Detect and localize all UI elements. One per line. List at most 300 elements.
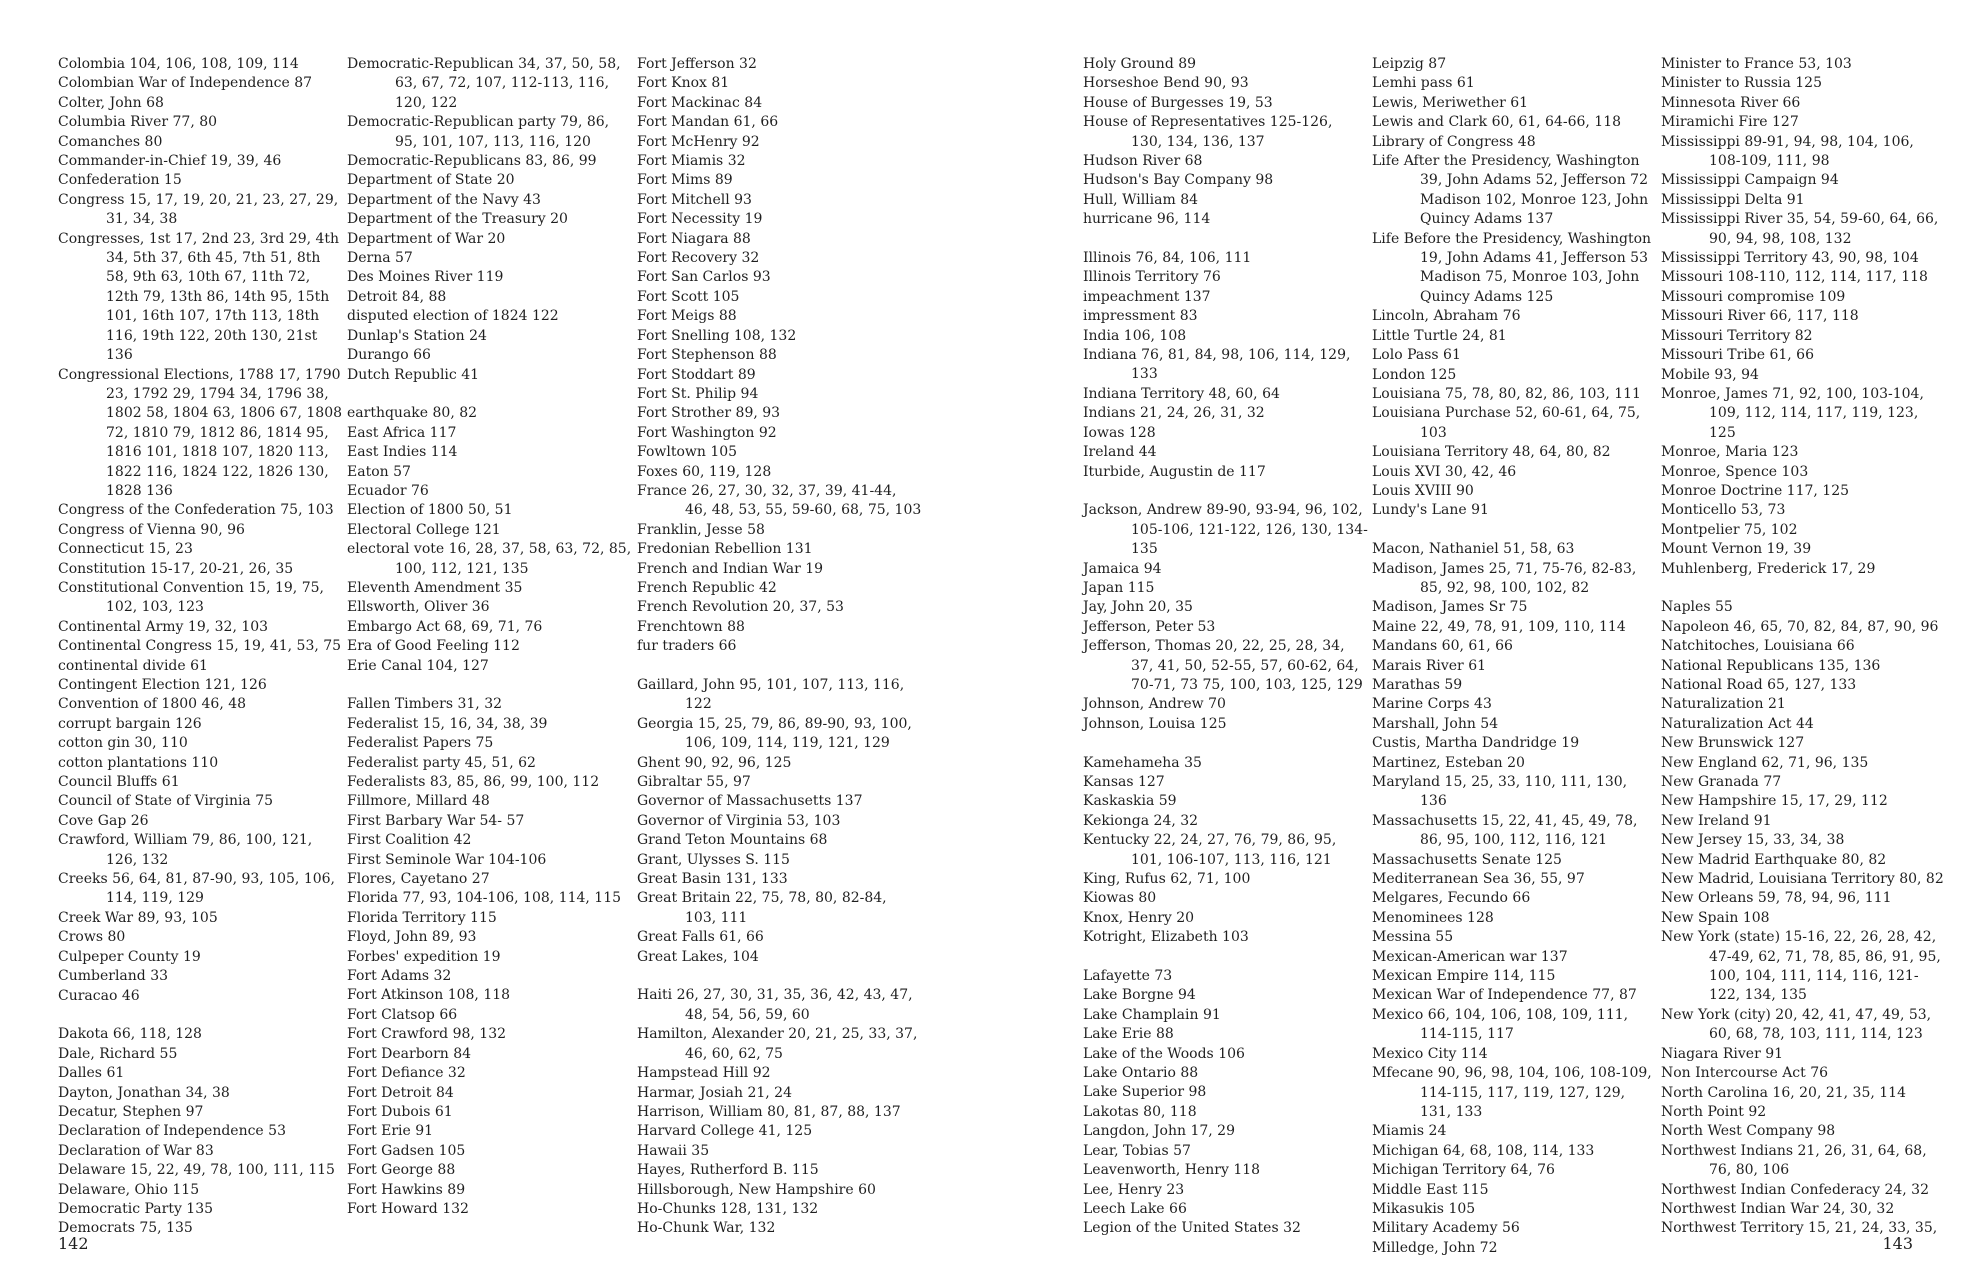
index-entry: Lakotas 80, 118 — [1083, 1103, 1197, 1120]
index-entry: Columbia River 77, 80 — [58, 114, 218, 131]
index-entry: Federalists 83, 85, 86, 99, 100, 112 — [347, 774, 600, 790]
index-entry: New Orleans 59, 78, 94, 96, 111 — [1661, 890, 1892, 907]
index-entry: Japan 115 — [1083, 579, 1155, 596]
index-entry: Great Lakes, 104 — [637, 948, 759, 965]
index-entry: New York (city) 20, 42, 41, 47, 49, 53, 60, 68, 78, 103, 111, 114, 123 — [1661, 1006, 1932, 1043]
index-entry: Lear, Tobias 57 — [1083, 1142, 1191, 1159]
index-entry: Martinez, Esteban 20 — [1372, 754, 1525, 771]
index-entry: Democrats 75, 135 — [58, 1220, 193, 1237]
index-entry: Leipzig 87 — [1372, 56, 1447, 72]
index-entry: Louisiana Purchase 52, 60-61, 64, 75, 103 — [1372, 405, 1641, 441]
index-entry: Harvard College 41, 125 — [637, 1123, 813, 1140]
index-entry: Democratic Party 135 — [58, 1200, 214, 1217]
index-entry: Northwest Territory 15, 21, 24, 33, 35, — [1661, 1220, 1938, 1237]
index-entry: Crawford, William 79, 86, 100, 121, 126, 132 — [58, 832, 313, 868]
index-entry: Melgares, Fecundo 66 — [1372, 890, 1531, 907]
index-entry: Mississippi Campaign 94 — [1661, 172, 1839, 189]
index-entry: New Madrid, Louisiana Territory 80, 82 — [1661, 871, 1944, 888]
index-entry: Holy Ground 89 — [1083, 56, 1197, 72]
index-entry: Indiana 76, 81, 84, 98, 106, 114, 129, 133 — [1083, 347, 1351, 383]
index-section-gap — [347, 385, 632, 404]
index-entry: Legion of the United States 32 — [1083, 1220, 1301, 1237]
index-entry: Great Basin 131, 133 — [637, 871, 788, 888]
index-entry: New York (state) 15-16, 22, 26, 28, 42, 47-49, 62, 71, 78, 85, 86, 91, 95, 100, 104, 111, 114, 116, 121-122, 134, 135 — [1661, 929, 1941, 1004]
index-entry: Military Academy 56 — [1372, 1220, 1520, 1237]
index-entry: Council Bluffs 61 — [58, 774, 180, 791]
index-entry: Lake of the Woods 106 — [1083, 1045, 1245, 1062]
index-entry: France 26, 27, 30, 32, 37, 39, 41-44, 46, 48, 53, 55, 59-60, 68, 75, 103 — [637, 482, 922, 519]
index-entry: Fredonian Rebellion 131 — [637, 541, 813, 558]
index-entry: Hull, William 84 — [1083, 191, 1199, 208]
index-entry: Fort Detroit 84 — [347, 1084, 454, 1101]
index-column-4 — [1083, 55, 1368, 1239]
index-entry: Minister to Russia 125 — [1661, 75, 1822, 92]
index-entry: Michigan 64, 68, 108, 114, 133 — [1372, 1142, 1595, 1159]
index-entry: Leech Lake 66 — [1083, 1200, 1187, 1217]
index-entry: Forbes' expedition 19 — [347, 948, 501, 965]
index-entry: Ho-Chunk War, 132 — [637, 1220, 776, 1237]
index-entry: Lemhi pass 61 — [1372, 75, 1475, 92]
index-entry: Little Turtle 24, 81 — [1372, 327, 1507, 344]
index-entry: Monroe Doctrine 117, 125 — [1661, 482, 1850, 499]
index-entry: Georgia 15, 25, 79, 86, 89-90, 93, 100, 106, 109, 114, 119, 121, 129 — [637, 715, 912, 752]
index-entry: French Republic 42 — [637, 579, 777, 596]
index-entry: Florida Territory 115 — [347, 909, 497, 926]
index-entry: electoral vote 16, 28, 37, 58, 63, 72, 85, 100, 112, 121, 135 — [347, 541, 632, 577]
index-entry: Flores, Cayetano 27 — [347, 871, 490, 888]
index-entry: Hudson's Bay Company 98 — [1083, 172, 1274, 189]
index-entry: Des Moines River 119 — [347, 269, 504, 286]
index-entry: Fort St. Philip 94 — [637, 385, 759, 402]
index-entry: Democratic-Republican 34, 37, 50, 58, 63, 67, 72, 107, 112-113, 116, 120, 122 — [347, 56, 621, 111]
index-entry: Monroe, James 71, 92, 100, 103-104, 109, 112, 114, 117, 119, 123, 125 — [1661, 385, 1924, 441]
index-entry: Kekionga 24, 32 — [1083, 812, 1199, 829]
index-column-1 — [58, 55, 343, 1239]
index-entry: Lake Ontario 88 — [1083, 1065, 1199, 1082]
index-entry: Comanches 80 — [58, 133, 163, 150]
index-entry: Continental Congress 15, 19, 41, 53, 75 — [58, 638, 342, 655]
index-entry: Delaware 15, 22, 49, 78, 100, 111, 115 — [58, 1162, 335, 1179]
index-entry: Lundy's Lane 91 — [1372, 502, 1489, 519]
index-entry: Fort Mitchell 93 — [637, 191, 752, 208]
index-entry: North Carolina 16, 20, 21, 35, 114 — [1661, 1084, 1906, 1101]
index-entry: Kansas 127 — [1083, 773, 1165, 790]
index-entry: Creeks 56, 64, 81, 87-90, 93, 105, 106, 114, 119, 129 — [58, 871, 336, 907]
index-column-5 — [1372, 55, 1657, 1258]
index-entry: Dalles 61 — [58, 1065, 125, 1082]
index-entry: disputed election of 1824 122 — [347, 308, 559, 325]
index-entry: Eaton 57 — [347, 463, 411, 480]
index-entry: Cumberland 33 — [58, 968, 169, 985]
index-entry: Mediterranean Sea 36, 55, 97 — [1372, 871, 1585, 888]
index-entry: Fort Miamis 32 — [637, 153, 746, 170]
index-entry: Floyd, John 89, 93 — [347, 929, 477, 946]
index-entry: Harrison, William 80, 81, 87, 88, 137 — [637, 1103, 901, 1120]
index-entry: Massachusetts Senate 125 — [1372, 851, 1562, 868]
index-entry: Crows 80 — [58, 929, 126, 946]
index-entry: Department of State 20 — [347, 172, 515, 189]
index-entry: Fort Knox 81 — [637, 75, 730, 92]
index-entry: Mexican Empire 114, 115 — [1372, 968, 1556, 985]
index-entry: Montpelier 75, 102 — [1661, 521, 1798, 538]
index-entry: earthquake 80, 82 — [347, 405, 478, 422]
index-entry: East Africa 117 — [347, 424, 457, 441]
index-entry: New Ireland 91 — [1661, 812, 1772, 829]
index-entry: Grant, Ulysses S. 115 — [637, 851, 790, 868]
index-entry: King, Rufus 62, 71, 100 — [1083, 871, 1251, 888]
index-entry: Napoleon 46, 65, 70, 82, 84, 87, 90, 96 — [1661, 618, 1939, 635]
index-entry: Congress 15, 17, 19, 20, 21, 23, 27, 29, 31, 34, 38 — [58, 191, 339, 228]
index-entry: Northwest Indian War 24, 30, 32 — [1661, 1200, 1895, 1217]
index-entry: Congress of the Confederation 75, 103 — [58, 502, 334, 519]
index-entry: Fort McHenry 92 — [637, 133, 760, 150]
index-entry: Naturalization 21 — [1661, 696, 1786, 713]
index-entry: Democratic-Republicans 83, 86, 99 — [347, 153, 597, 170]
index-entry: Federalist 15, 16, 34, 38, 39 — [347, 715, 548, 732]
index-entry: Horseshoe Bend 90, 93 — [1083, 75, 1249, 92]
index-entry: Eleventh Amendment 35 — [347, 579, 523, 596]
index-entry: Durango 66 — [347, 347, 431, 364]
index-entry: Fort Gadsen 105 — [347, 1142, 466, 1159]
index-entry: Fort Mackinac 84 — [637, 94, 763, 111]
index-entry: Fort Stephenson 88 — [637, 347, 777, 364]
index-entry: Declaration of War 83 — [58, 1142, 214, 1159]
index-entry: Mikasukis 105 — [1372, 1200, 1476, 1217]
index-entry: Gaillard, John 95, 101, 107, 113, 116, 122 — [637, 676, 905, 713]
index-entry: Massachusetts 15, 22, 41, 45, 49, 78, 86, 95, 100, 112, 116, 121 — [1372, 812, 1638, 849]
index-entry: Connecticut 15, 23 — [58, 541, 193, 558]
index-section-gap — [1083, 948, 1368, 967]
index-entry: New Hampshire 15, 17, 29, 112 — [1661, 793, 1888, 810]
index-entry: Mississippi 89-91, 94, 98, 104, 106, 108-109, 111, 98 — [1661, 133, 1914, 170]
index-entry: Fort Adams 32 — [347, 968, 452, 985]
index-entry: Federalist Papers 75 — [347, 735, 494, 752]
index-entry: Mexican War of Independence 77, 87 — [1372, 987, 1637, 1004]
index-entry: Culpeper County 19 — [58, 948, 201, 965]
index-section-gap — [1083, 734, 1368, 753]
index-entry: North West Company 98 — [1661, 1123, 1836, 1140]
index-entry: Mexico 66, 104, 106, 108, 109, 111, 114-115, 117 — [1372, 1006, 1629, 1043]
index-entry: continental divide 61 — [58, 657, 208, 674]
index-entry: Johnson, Andrew 70 — [1083, 696, 1226, 713]
index-entry: Dunlap's Station 24 — [347, 327, 487, 344]
index-entry: Kiowas 80 — [1083, 890, 1157, 907]
index-section-gap — [1083, 230, 1368, 249]
index-entry: Lake Superior 98 — [1083, 1084, 1207, 1101]
index-entry: Florida 77, 93, 104-106, 108, 114, 115 — [347, 890, 622, 907]
index-entry: Kentucky 22, 24, 27, 76, 79, 86, 95, 101, 106-107, 113, 116, 121 — [1083, 832, 1337, 868]
index-entry: Lolo Pass 61 — [1372, 347, 1461, 364]
index-entry: Congresses, 1st 17, 2nd 23, 3rd 29, 4th 34, 5th 37, 6th 45, 7th 51, 8th 58, 9th 63, 10th 67, 11th 72, 12th 79, 13th 86, 14th 95, 15th 101, 16th 107, 17th 113, 18th 116, 19th 122, 20th 130, 21st 136 — [58, 230, 340, 364]
index-entry: Decatur, Stephen 97 — [58, 1103, 204, 1120]
index-entry: Dale, Richard 55 — [58, 1045, 178, 1062]
index-entry: Governor of Virginia 53, 103 — [637, 812, 841, 829]
index-entry: Fort Niagara 88 — [637, 230, 751, 247]
index-entry: hurricane 96, 114 — [1083, 211, 1211, 228]
index-entry: Convention of 1800 46, 48 — [58, 696, 247, 713]
index-entry: Constitutional Convention 15, 19, 75, 102, 103, 123 — [58, 579, 324, 616]
index-entry: Monroe, Maria 123 — [1661, 444, 1799, 461]
index-entry: House of Representatives 125-126, 130, 134, 136, 137 — [1083, 114, 1333, 150]
index-entry: Louisiana Territory 48, 64, 80, 82 — [1372, 444, 1611, 461]
index-entry: Monroe, Spence 103 — [1661, 463, 1809, 480]
index-section-gap — [637, 657, 922, 676]
index-entry: Lake Erie 88 — [1083, 1026, 1174, 1043]
index-entry: Frenchtown 88 — [637, 618, 745, 635]
index-entry: Louis XVI 30, 42, 46 — [1372, 463, 1517, 480]
index-entry: Library of Congress 48 — [1372, 133, 1536, 150]
index-entry: Fowltown 105 — [637, 444, 738, 461]
index-entry: Fort Meigs 88 — [637, 308, 737, 325]
index-entry: Fort George 88 — [347, 1162, 456, 1179]
index-entry: London 125 — [1372, 366, 1457, 383]
index-entry: Mount Vernon 19, 39 — [1661, 541, 1812, 558]
index-entry: Muhlenberg, Frederick 17, 29 — [1661, 560, 1876, 577]
index-entry: Department of the Navy 43 — [347, 191, 541, 208]
index-entry: National Republicans 135, 136 — [1661, 657, 1881, 674]
index-entry: Michigan Territory 64, 76 — [1372, 1162, 1555, 1179]
index-entry: Kaskaskia 59 — [1083, 793, 1177, 810]
index-entry: Mexico City 114 — [1372, 1045, 1488, 1062]
index-entry: Mexican-American war 137 — [1372, 948, 1568, 965]
index-entry: Election of 1800 50, 51 — [347, 502, 513, 519]
index-entry: Erie Canal 104, 127 — [347, 657, 489, 674]
index-entry: Fort Snelling 108, 132 — [637, 327, 797, 344]
index-entry: New Spain 108 — [1661, 909, 1770, 926]
index-entry: Lee, Henry 23 — [1083, 1181, 1185, 1198]
index-entry: Mobile 93, 94 — [1661, 366, 1759, 383]
index-column-2 — [347, 55, 632, 1219]
index-entry: Federalist party 45, 51, 62 — [347, 754, 536, 771]
index-entry: Delaware, Ohio 115 — [58, 1181, 200, 1198]
index-entry: Council of State of Virginia 75 — [58, 793, 274, 810]
index-entry: Fort Atkinson 108, 118 — [347, 987, 511, 1004]
index-entry: cotton plantations 110 — [58, 754, 219, 771]
index-entry: Knox, Henry 20 — [1083, 909, 1195, 926]
index-entry: Fort Strother 89, 93 — [637, 405, 781, 422]
index-entry: cotton gin 30, 110 — [58, 735, 188, 752]
index-entry: New Granada 77 — [1661, 774, 1782, 791]
page-number-left: 142 — [58, 1234, 89, 1253]
index-section-gap — [1083, 482, 1368, 501]
index-entry: Mississippi Delta 91 — [1661, 191, 1805, 208]
index-entry: Fort Recovery 32 — [637, 250, 760, 267]
index-entry: Illinois Territory 76 — [1083, 269, 1221, 286]
index-entry: Mfecane 90, 96, 98, 104, 106, 108-109, 114-115, 117, 119, 127, 129, 131, 133 — [1372, 1065, 1652, 1120]
index-entry: Ecuador 76 — [347, 482, 429, 499]
index-entry: Non Intercourse Act 76 — [1661, 1065, 1829, 1082]
index-section-gap — [1661, 579, 1946, 598]
index-entry: Jackson, Andrew 89-90, 93-94, 96, 102, 105-106, 121-122, 126, 130, 134-135 — [1083, 502, 1368, 558]
index-entry: Confederation 15 — [58, 172, 182, 189]
index-entry: Fallen Timbers 31, 32 — [347, 696, 503, 713]
index-entry: Democratic-Republican party 79, 86, 95, 101, 107, 113, 116, 120 — [347, 114, 610, 150]
index-entry: Commander-in-Chief 19, 39, 46 — [58, 153, 282, 170]
index-entry: New Madrid Earthquake 80, 82 — [1661, 851, 1887, 868]
index-entry: Messina 55 — [1372, 929, 1454, 946]
index-entry: Great Britain 22, 75, 78, 80, 82-84, 103, 111 — [637, 890, 887, 926]
index-entry: Lafayette 73 — [1083, 968, 1173, 985]
index-entry: Ellsworth, Oliver 36 — [347, 599, 490, 616]
index-entry: Hampstead Hill 92 — [637, 1065, 771, 1082]
index-entry: India 106, 108 — [1083, 327, 1187, 344]
index-column-3 — [637, 55, 922, 1239]
index-entry: New Brunswick 127 — [1661, 735, 1805, 752]
index-entry: East Indies 114 — [347, 444, 458, 461]
index-entry: Fort Stoddart 89 — [637, 366, 756, 383]
index-entry: Mississippi River 35, 54, 59-60, 64, 66, 90, 94, 98, 108, 132 — [1661, 211, 1939, 247]
index-entry: Fort Dearborn 84 — [347, 1045, 472, 1062]
index-section-gap — [637, 967, 922, 986]
index-column-6 — [1661, 55, 1946, 1239]
index-entry: Marine Corps 43 — [1372, 696, 1492, 713]
index-entry: New Jersey 15, 33, 34, 38 — [1661, 832, 1845, 849]
index-entry: Indiana Territory 48, 60, 64 — [1083, 385, 1280, 402]
index-entry: Hawaii 35 — [637, 1142, 710, 1159]
index-entry: Fort Hawkins 89 — [347, 1181, 466, 1198]
index-entry: Great Falls 61, 66 — [637, 929, 764, 946]
index-entry: Missouri Territory 82 — [1661, 327, 1813, 344]
index-entry: Fillmore, Millard 48 — [347, 793, 490, 810]
index-entry: Declaration of Independence 53 — [58, 1123, 286, 1140]
index-entry: Lewis, Meriwether 61 — [1372, 94, 1529, 111]
index-entry: Foxes 60, 119, 128 — [637, 463, 772, 480]
index-entry: Ireland 44 — [1083, 444, 1157, 461]
index-entry: Continental Army 19, 32, 103 — [58, 618, 269, 635]
index-entry: National Road 65, 127, 133 — [1661, 676, 1857, 693]
index-entry: Custis, Martha Dandridge 19 — [1372, 735, 1580, 752]
index-entry: Congressional Elections, 1788 17, 1790 23, 1792 29, 1794 34, 1796 38, 1802 58, 1804 63, 1806 67, 1808 72, 1810 79, 1812 86, 1814 95, 1816 101, 1818 107, 1820 113, 1822 116, 1824 122, 1826 130, 1828 136 — [58, 366, 343, 499]
index-entry: Marathas 59 — [1372, 676, 1463, 693]
index-section-gap — [58, 1006, 343, 1025]
index-entry: Governor of Massachusetts 137 — [637, 793, 863, 810]
index-entry: Department of the Treasury 20 — [347, 211, 568, 228]
index-entry: Fort Dubois 61 — [347, 1103, 453, 1120]
index-entry: Maryland 15, 25, 33, 110, 111, 130, 136 — [1372, 774, 1628, 810]
index-entry: Electoral College 121 — [347, 521, 501, 538]
index-entry: Kotright, Elizabeth 103 — [1083, 929, 1249, 946]
index-entry: Lake Borgne 94 — [1083, 987, 1196, 1004]
index-entry: Dayton, Jonathan 34, 38 — [58, 1084, 230, 1101]
index-entry: Fort Necessity 19 — [637, 211, 763, 228]
index-entry: impressment 83 — [1083, 308, 1198, 325]
index-entry: Monticello 53, 73 — [1661, 502, 1786, 519]
index-entry: Northwest Indians 21, 26, 31, 64, 68, 76, 80, 106 — [1661, 1142, 1927, 1179]
index-entry: Jamaica 94 — [1083, 560, 1162, 577]
index-entry: Fort Scott 105 — [637, 288, 740, 305]
index-entry: Marais River 61 — [1372, 657, 1487, 674]
index-entry: Mandans 60, 61, 66 — [1372, 638, 1513, 655]
index-entry: Era of Good Feeling 112 — [347, 638, 520, 655]
index-entry: Haiti 26, 27, 30, 31, 35, 36, 42, 43, 47, 48, 54, 56, 59, 60 — [637, 987, 913, 1023]
index-entry: Contingent Election 121, 126 — [58, 677, 267, 693]
index-entry: First Seminole War 104-106 — [347, 851, 547, 868]
index-entry: Naturalization Act 44 — [1661, 715, 1814, 732]
index-entry: Cove Gap 26 — [58, 812, 149, 829]
index-section-gap — [1372, 521, 1657, 540]
page-number-right: 143 — [1882, 1234, 1913, 1253]
index-entry: Fort Mandan 61, 66 — [637, 114, 779, 131]
index-entry: Fort Crawford 98, 132 — [347, 1026, 507, 1043]
index-entry: Franklin, Jesse 58 — [637, 521, 765, 538]
index-entry: Niagara River 91 — [1661, 1045, 1784, 1062]
index-entry: First Coalition 42 — [347, 832, 472, 849]
index-entry: Miramichi Fire 127 — [1661, 114, 1799, 131]
index-entry: Northwest Indian Confederacy 24, 32 — [1661, 1181, 1929, 1198]
index-entry: Jay, John 20, 35 — [1083, 599, 1193, 616]
index-entry: Minister to France 53, 103 — [1661, 56, 1852, 72]
index-entry: New England 62, 71, 96, 135 — [1661, 754, 1869, 771]
index-entry: Louisiana 75, 78, 80, 82, 86, 103, 111 — [1372, 385, 1641, 402]
index-entry: Maine 22, 49, 78, 91, 109, 110, 114 — [1372, 618, 1626, 635]
index-entry: Ghent 90, 92, 96, 125 — [637, 754, 792, 771]
index-entry: Missouri compromise 109 — [1661, 288, 1846, 305]
index-entry: Fort Clatsop 66 — [347, 1006, 458, 1023]
index-entry: Fort Erie 91 — [347, 1123, 434, 1140]
index-entry: Louis XVIII 90 — [1372, 482, 1474, 499]
index-entry: corrupt bargain 126 — [58, 715, 202, 732]
index-entry: Kamehameha 35 — [1083, 754, 1202, 771]
index-entry: French and Indian War 19 — [637, 560, 824, 577]
index-entry: Colombia 104, 106, 108, 109, 114 — [58, 56, 299, 72]
index-entry: Fort San Carlos 93 — [637, 269, 771, 286]
index-entry: Menominees 128 — [1372, 909, 1494, 926]
index-entry: Langdon, John 17, 29 — [1083, 1123, 1235, 1140]
index-entry: Colombian War of Independence 87 — [58, 75, 313, 92]
index-entry: Missouri 108-110, 112, 114, 117, 118 — [1661, 269, 1928, 286]
index-entry: North Point 92 — [1661, 1103, 1767, 1120]
index-entry: Embargo Act 68, 69, 71, 76 — [347, 618, 543, 635]
index-entry: Marshall, John 54 — [1372, 715, 1499, 732]
index-entry: Hillsborough, New Hampshire 60 — [637, 1181, 876, 1198]
index-entry: Minnesota River 66 — [1661, 94, 1801, 111]
index-entry: Missouri Tribe 61, 66 — [1661, 347, 1814, 364]
index-entry: Fort Howard 132 — [347, 1200, 469, 1217]
index-entry: Dakota 66, 118, 128 — [58, 1026, 202, 1043]
index-entry: Leavenworth, Henry 118 — [1083, 1162, 1261, 1179]
index-entry: House of Burgesses 19, 53 — [1083, 94, 1273, 111]
index-entry: Madison, James Sr 75 — [1372, 599, 1528, 616]
index-entry: Constitution 15-17, 20-21, 26, 35 — [58, 560, 294, 577]
index-entry: Middle East 115 — [1372, 1181, 1489, 1198]
index-entry: Iowas 128 — [1083, 424, 1156, 441]
index-entry: Madison, James 25, 71, 75-76, 82-83, 85, 92, 98, 100, 102, 82 — [1372, 560, 1637, 596]
index-entry: Dutch Republic 41 — [347, 366, 480, 383]
index-entry: Naples 55 — [1661, 599, 1733, 616]
index-entry: Life Before the Presidency, Washington 19, John Adams 41, Jefferson 53 Madison 75, Monroe 103, John Quincy Adams 125 — [1372, 230, 1652, 305]
index-entry: Milledge, John 72 — [1372, 1239, 1498, 1256]
index-entry: Jefferson, Peter 53 — [1083, 618, 1216, 635]
index-entry: Missouri River 66, 117, 118 — [1661, 308, 1859, 325]
index-entry: Derna 57 — [347, 250, 413, 267]
index-entry: Gibraltar 55, 97 — [637, 774, 751, 791]
index-entry: Grand Teton Mountains 68 — [637, 832, 828, 849]
index-entry: Harmar, Josiah 21, 24 — [637, 1084, 792, 1101]
index-entry: Lincoln, Abraham 76 — [1372, 308, 1521, 325]
index-entry: Mississippi Territory 43, 90, 98, 104 — [1661, 250, 1919, 267]
index-entry: Lewis and Clark 60, 61, 64-66, 118 — [1372, 114, 1622, 131]
index-entry: Macon, Nathaniel 51, 58, 63 — [1372, 541, 1575, 558]
index-entry: Detroit 84, 88 — [347, 288, 447, 305]
index-entry: Johnson, Louisa 125 — [1083, 715, 1227, 732]
index-entry: Fort Defiance 32 — [347, 1065, 466, 1082]
index-entry: Ho-Chunks 128, 131, 132 — [637, 1200, 819, 1217]
index-entry: Department of War 20 — [347, 230, 506, 247]
index-entry: Colter, John 68 — [58, 94, 164, 111]
index-entry: Illinois 76, 84, 106, 111 — [1083, 250, 1252, 267]
index-entry: French Revolution 20, 37, 53 — [637, 599, 844, 616]
index-entry: Jefferson, Thomas 20, 22, 25, 28, 34, 37, 41, 50, 52-55, 57, 60-62, 64, 70-71, 73 75, 100, 103, 125, 129 — [1083, 638, 1363, 693]
